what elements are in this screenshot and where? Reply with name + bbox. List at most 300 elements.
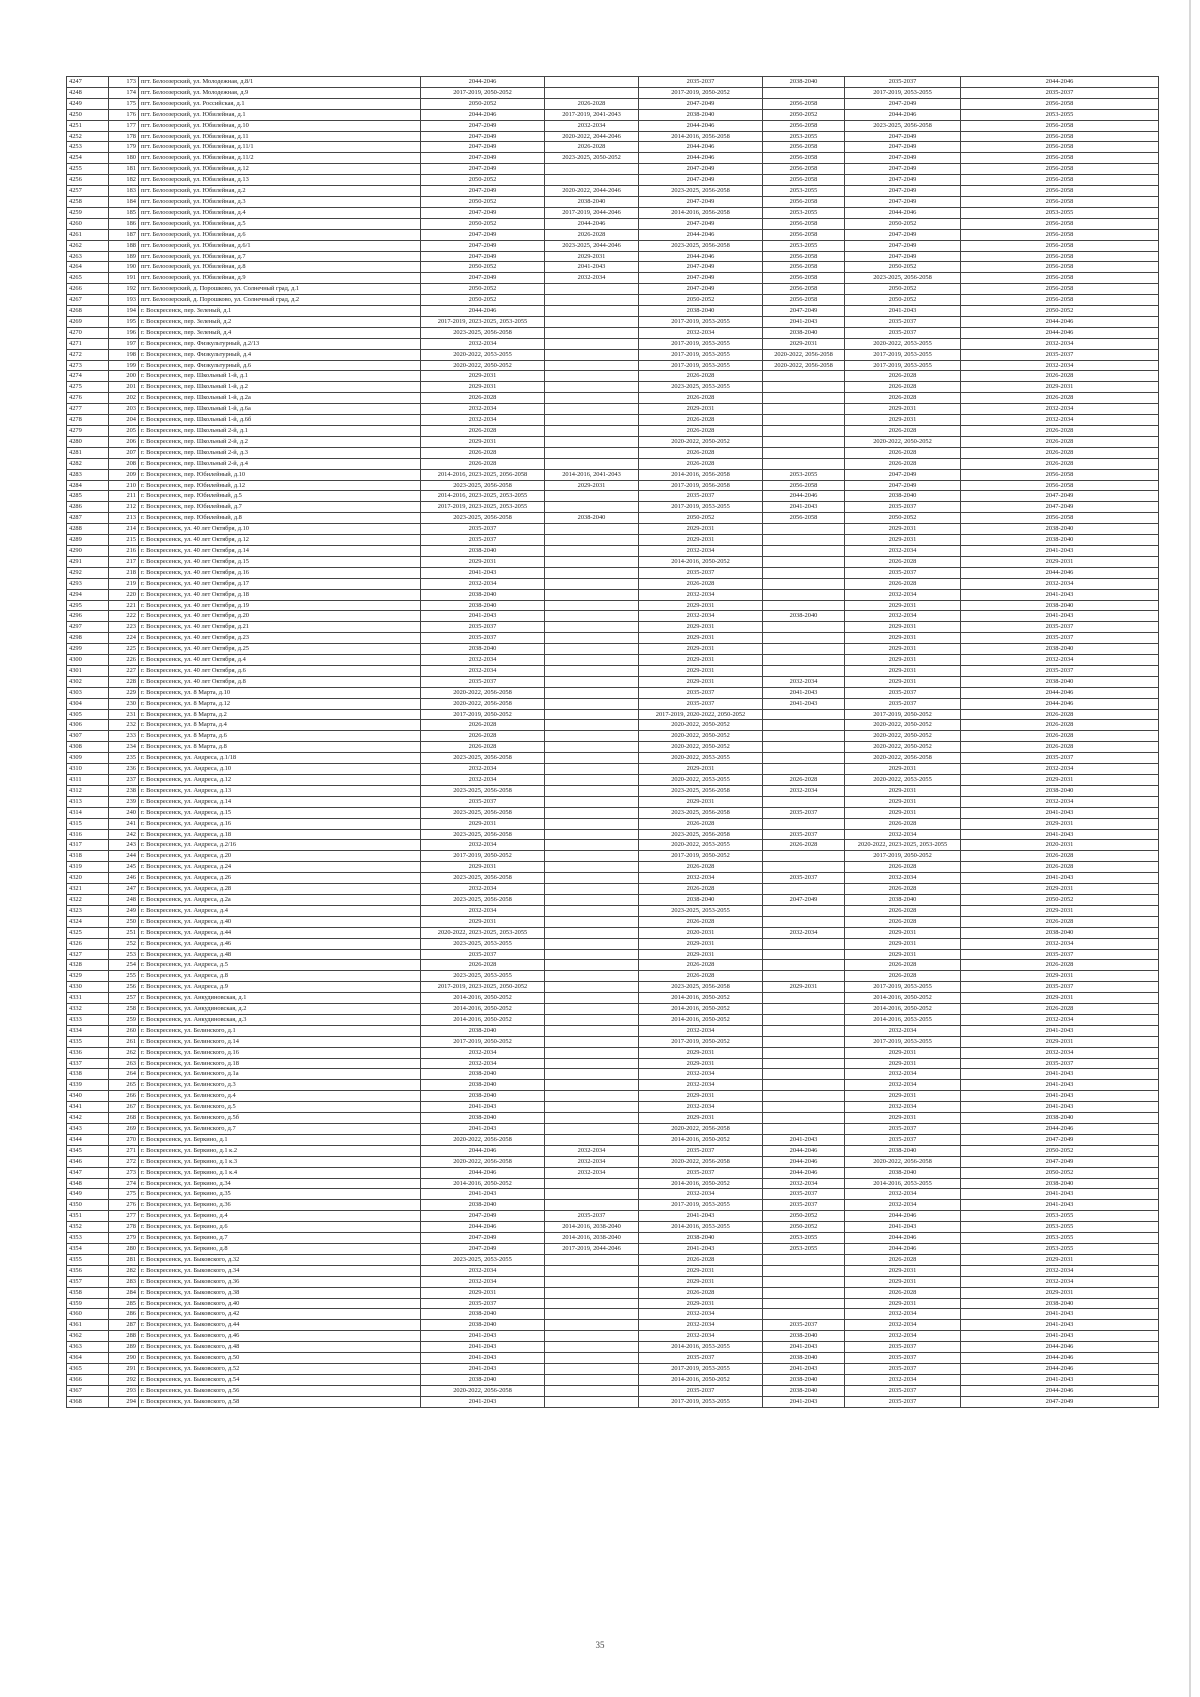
- period-1-cell: 2017-2019, 2023-2025, 2050-2052: [421, 982, 545, 993]
- row-number-cell: 226: [109, 655, 139, 666]
- row-id-cell: 4367: [67, 1385, 109, 1396]
- period-4-cell: 2056-2058: [763, 120, 845, 131]
- row-number-cell: 234: [109, 742, 139, 753]
- row-number-cell: 214: [109, 524, 139, 535]
- period-5-cell: 2044-2046: [845, 109, 961, 120]
- row-id-cell: 4256: [67, 175, 109, 186]
- period-2-cell: [545, 622, 639, 633]
- period-6-cell: 2056-2058: [961, 251, 1159, 262]
- row-id-cell: 4310: [67, 764, 109, 775]
- table-row: [67, 720, 1159, 731]
- period-3-cell: 2029-2031: [639, 644, 763, 655]
- period-5-cell: 2020-2022, 2023-2025, 2053-2055: [845, 840, 961, 851]
- period-6-cell: 2032-2034: [961, 764, 1159, 775]
- row-number-cell: 223: [109, 622, 139, 633]
- address-cell: пгт. Белоозерский, ул. Юбилейная, д.11/1: [139, 142, 421, 153]
- period-5-cell: 2047-2049: [845, 142, 961, 153]
- row-id-cell: 4331: [67, 993, 109, 1004]
- period-2-cell: 2029-2031: [545, 480, 639, 491]
- period-5-cell: 2029-2031: [845, 665, 961, 676]
- period-4-cell: [763, 1069, 845, 1080]
- row-number-cell: 285: [109, 1298, 139, 1309]
- period-3-cell: 2035-2037: [639, 77, 763, 88]
- row-id-cell: 4347: [67, 1167, 109, 1178]
- address-cell: г. Воскресенск, ул. 40 лет Октября, д.14: [139, 545, 421, 556]
- period-4-cell: [763, 938, 845, 949]
- row-id-cell: 4351: [67, 1211, 109, 1222]
- row-number-cell: 288: [109, 1331, 139, 1342]
- row-number-cell: 287: [109, 1320, 139, 1331]
- period-4-cell: 2038-2040: [763, 1374, 845, 1385]
- period-4-cell: 2047-2049: [763, 306, 845, 317]
- period-5-cell: 2047-2049: [845, 186, 961, 197]
- period-3-cell: 2047-2049: [639, 218, 763, 229]
- period-4-cell: [763, 753, 845, 764]
- period-5-cell: 2017-2019, 2053-2055: [845, 1036, 961, 1047]
- period-1-cell: 2050-2052: [421, 196, 545, 207]
- period-6-cell: 2044-2046: [961, 1342, 1159, 1353]
- row-number-cell: 211: [109, 491, 139, 502]
- table-row: [67, 1004, 1159, 1015]
- address-cell: пгт. Белоозерский, д. Порошково, ул. Солнечный град, д.1: [139, 284, 421, 295]
- period-3-cell: 2026-2028: [639, 371, 763, 382]
- row-number-cell: 284: [109, 1287, 139, 1298]
- address-cell: г. Воскресенск, ул. Беркино, д.36: [139, 1200, 421, 1211]
- period-5-cell: 2020-2022, 2056-2058: [845, 753, 961, 764]
- period-3-cell: 2047-2049: [639, 98, 763, 109]
- period-4-cell: 2038-2040: [763, 611, 845, 622]
- period-2-cell: [545, 175, 639, 186]
- period-1-cell: 2026-2028: [421, 458, 545, 469]
- period-2-cell: [545, 1363, 639, 1374]
- row-id-cell: 4342: [67, 1113, 109, 1124]
- period-2-cell: [545, 1047, 639, 1058]
- table-row: [67, 1233, 1159, 1244]
- period-6-cell: 2041-2043: [961, 807, 1159, 818]
- row-number-cell: 267: [109, 1102, 139, 1113]
- period-4-cell: 2044-2046: [763, 1167, 845, 1178]
- period-2-cell: [545, 578, 639, 589]
- address-cell: г. Воскресенск, ул. Андреса, д.5: [139, 960, 421, 971]
- period-2-cell: [545, 611, 639, 622]
- period-3-cell: 2017-2019, 2050-2052: [639, 851, 763, 862]
- period-4-cell: 2029-2031: [763, 982, 845, 993]
- address-cell: пгт. Белоозерский, ул. Юбилейная, д.9: [139, 273, 421, 284]
- period-3-cell: 2035-2037: [639, 567, 763, 578]
- row-id-cell: 4268: [67, 306, 109, 317]
- period-5-cell: 2029-2031: [845, 524, 961, 535]
- period-2-cell: 2014-2016, 2038-2040: [545, 1233, 639, 1244]
- period-6-cell: 2044-2046: [961, 1353, 1159, 1364]
- row-number-cell: 270: [109, 1134, 139, 1145]
- row-id-cell: 4355: [67, 1254, 109, 1265]
- table-row: [67, 229, 1159, 240]
- table-row: [67, 1353, 1159, 1364]
- row-number-cell: 286: [109, 1309, 139, 1320]
- period-5-cell: 2029-2031: [845, 1298, 961, 1309]
- period-2-cell: [545, 633, 639, 644]
- period-2-cell: [545, 1091, 639, 1102]
- period-6-cell: 2035-2037: [961, 665, 1159, 676]
- period-1-cell: 2020-2022, 2056-2058: [421, 687, 545, 698]
- row-id-cell: 4290: [67, 545, 109, 556]
- row-number-cell: 262: [109, 1047, 139, 1058]
- table-row: [67, 1178, 1159, 1189]
- period-1-cell: 2041-2043: [421, 1331, 545, 1342]
- period-4-cell: [763, 665, 845, 676]
- table-row: [67, 120, 1159, 131]
- page-number: 35: [595, 1640, 605, 1650]
- table-row: [67, 240, 1159, 251]
- period-6-cell: 2029-2031: [961, 1287, 1159, 1298]
- period-2-cell: [545, 415, 639, 426]
- row-id-cell: 4261: [67, 229, 109, 240]
- period-2-cell: 2029-2031: [545, 251, 639, 262]
- period-1-cell: 2014-2016, 2023-2025, 2056-2058: [421, 469, 545, 480]
- row-id-cell: 4326: [67, 938, 109, 949]
- period-4-cell: 2050-2052: [763, 1211, 845, 1222]
- period-5-cell: 2047-2049: [845, 229, 961, 240]
- table-row: [67, 1156, 1159, 1167]
- period-1-cell: 2029-2031: [421, 862, 545, 873]
- period-4-cell: [763, 742, 845, 753]
- period-1-cell: 2047-2049: [421, 207, 545, 218]
- period-2-cell: [545, 338, 639, 349]
- period-2-cell: [545, 1298, 639, 1309]
- period-6-cell: 2044-2046: [961, 567, 1159, 578]
- period-2-cell: [545, 164, 639, 175]
- period-4-cell: [763, 1124, 845, 1135]
- address-cell: г. Воскресенск, пер. Школьный 2-й, д.1: [139, 426, 421, 437]
- table-row: [67, 884, 1159, 895]
- period-1-cell: 2026-2028: [421, 426, 545, 437]
- period-5-cell: 2032-2034: [845, 589, 961, 600]
- period-1-cell: 2023-2025, 2056-2058: [421, 513, 545, 524]
- period-3-cell: 2032-2034: [639, 611, 763, 622]
- period-4-cell: 2056-2058: [763, 480, 845, 491]
- row-id-cell: 4262: [67, 240, 109, 251]
- period-6-cell: 2044-2046: [961, 687, 1159, 698]
- table-row: [67, 1167, 1159, 1178]
- row-id-cell: 4302: [67, 676, 109, 687]
- address-cell: г. Воскресенск, пер. Физкультурный, д.4: [139, 349, 421, 360]
- period-1-cell: 2047-2049: [421, 1243, 545, 1254]
- period-6-cell: 2038-2040: [961, 1298, 1159, 1309]
- row-id-cell: 4263: [67, 251, 109, 262]
- row-id-cell: 4286: [67, 502, 109, 513]
- table-row: [67, 567, 1159, 578]
- period-1-cell: 2038-2040: [421, 589, 545, 600]
- table-row: [67, 1287, 1159, 1298]
- table-row: [67, 589, 1159, 600]
- period-4-cell: 2044-2046: [763, 1145, 845, 1156]
- period-1-cell: 2041-2043: [421, 1396, 545, 1407]
- address-cell: г. Воскресенск, ул. Беркино, д.35: [139, 1189, 421, 1200]
- address-cell: г. Воскресенск, пер. Школьный 2-й, д.4: [139, 458, 421, 469]
- table-row: [67, 393, 1159, 404]
- table-row: [67, 851, 1159, 862]
- period-5-cell: 2038-2040: [845, 1145, 961, 1156]
- period-5-cell: 2020-2022, 2056-2058: [845, 1156, 961, 1167]
- address-cell: г. Воскресенск, ул. Андреса, д.48: [139, 949, 421, 960]
- period-3-cell: 2026-2028: [639, 415, 763, 426]
- period-4-cell: [763, 949, 845, 960]
- table-row: [67, 164, 1159, 175]
- row-number-cell: 293: [109, 1385, 139, 1396]
- row-id-cell: 4293: [67, 578, 109, 589]
- period-4-cell: [763, 524, 845, 535]
- period-4-cell: 2035-2037: [763, 1320, 845, 1331]
- period-5-cell: 2035-2037: [845, 1124, 961, 1135]
- period-1-cell: 2023-2025, 2053-2055: [421, 1254, 545, 1265]
- period-3-cell: 2017-2019, 2053-2055: [639, 502, 763, 513]
- period-3-cell: 2029-2031: [639, 1276, 763, 1287]
- period-2-cell: [545, 1069, 639, 1080]
- period-4-cell: 2032-2034: [763, 1178, 845, 1189]
- row-id-cell: 4303: [67, 687, 109, 698]
- period-3-cell: 2044-2046: [639, 120, 763, 131]
- address-cell: г. Воскресенск, ул. Андреса, д.2/16: [139, 840, 421, 851]
- row-number-cell: 235: [109, 753, 139, 764]
- period-1-cell: 2032-2034: [421, 415, 545, 426]
- period-1-cell: 2014-2016, 2050-2052: [421, 1014, 545, 1025]
- period-2-cell: [545, 927, 639, 938]
- row-number-cell: 275: [109, 1189, 139, 1200]
- period-1-cell: 2017-2019, 2023-2025, 2053-2055: [421, 502, 545, 513]
- period-5-cell: 2026-2028: [845, 556, 961, 567]
- row-id-cell: 4341: [67, 1102, 109, 1113]
- row-number-cell: 282: [109, 1265, 139, 1276]
- period-5-cell: 2026-2028: [845, 458, 961, 469]
- table-row: [67, 262, 1159, 273]
- period-6-cell: 2047-2049: [961, 1134, 1159, 1145]
- row-number-cell: 217: [109, 556, 139, 567]
- row-number-cell: 213: [109, 513, 139, 524]
- row-id-cell: 4362: [67, 1331, 109, 1342]
- row-number-cell: 255: [109, 971, 139, 982]
- period-6-cell: 2032-2034: [961, 404, 1159, 415]
- period-1-cell: 2050-2052: [421, 284, 545, 295]
- period-1-cell: 2026-2028: [421, 742, 545, 753]
- period-5-cell: 2050-2052: [845, 513, 961, 524]
- period-4-cell: [763, 447, 845, 458]
- period-1-cell: 2014-2016, 2050-2052: [421, 993, 545, 1004]
- row-number-cell: 202: [109, 393, 139, 404]
- address-cell: г. Воскресенск, ул. Анкудиновская, д.2: [139, 1004, 421, 1015]
- period-6-cell: 2056-2058: [961, 98, 1159, 109]
- period-2-cell: 2017-2019, 2044-2046: [545, 1243, 639, 1254]
- table-row: [67, 1047, 1159, 1058]
- period-1-cell: 2020-2022, 2050-2052: [421, 360, 545, 371]
- period-6-cell: 2041-2043: [961, 1025, 1159, 1036]
- period-1-cell: 2047-2049: [421, 120, 545, 131]
- period-1-cell: 2038-2040: [421, 1080, 545, 1091]
- period-1-cell: 2020-2022, 2056-2058: [421, 1385, 545, 1396]
- period-1-cell: 2023-2025, 2056-2058: [421, 873, 545, 884]
- period-4-cell: [763, 862, 845, 873]
- period-1-cell: 2044-2046: [421, 306, 545, 317]
- period-6-cell: 2038-2040: [961, 1178, 1159, 1189]
- period-6-cell: 2029-2031: [961, 382, 1159, 393]
- row-number-cell: 212: [109, 502, 139, 513]
- period-1-cell: 2047-2049: [421, 164, 545, 175]
- period-4-cell: [763, 458, 845, 469]
- period-4-cell: [763, 1080, 845, 1091]
- address-cell: пгт. Белоозерский, ул. Юбилейная, д.10: [139, 120, 421, 131]
- period-6-cell: 2041-2043: [961, 1200, 1159, 1211]
- row-id-cell: 4304: [67, 698, 109, 709]
- period-5-cell: 2014-2016, 2053-2055: [845, 1178, 961, 1189]
- period-1-cell: 2014-2016, 2050-2052: [421, 1178, 545, 1189]
- row-id-cell: 4359: [67, 1298, 109, 1309]
- period-6-cell: 2038-2040: [961, 785, 1159, 796]
- period-1-cell: 2032-2034: [421, 905, 545, 916]
- row-id-cell: 4358: [67, 1287, 109, 1298]
- table-row: [67, 1363, 1159, 1374]
- period-5-cell: 2032-2034: [845, 1080, 961, 1091]
- period-4-cell: [763, 644, 845, 655]
- period-6-cell: 2035-2037: [961, 87, 1159, 98]
- row-number-cell: 256: [109, 982, 139, 993]
- row-number-cell: 216: [109, 545, 139, 556]
- period-6-cell: 2029-2031: [961, 556, 1159, 567]
- period-6-cell: 2041-2043: [961, 611, 1159, 622]
- address-cell: г. Воскресенск, пер. Школьный 2-й, д.2: [139, 436, 421, 447]
- table-row: [67, 1298, 1159, 1309]
- table-row: [67, 196, 1159, 207]
- period-1-cell: 2041-2043: [421, 1102, 545, 1113]
- period-1-cell: 2023-2025, 2056-2058: [421, 327, 545, 338]
- period-6-cell: 2026-2028: [961, 720, 1159, 731]
- period-4-cell: [763, 1254, 845, 1265]
- period-5-cell: 2029-2031: [845, 785, 961, 796]
- table-row: [67, 938, 1159, 949]
- table-row: [67, 775, 1159, 786]
- period-2-cell: [545, 556, 639, 567]
- period-3-cell: 2032-2034: [639, 1102, 763, 1113]
- period-2-cell: [545, 306, 639, 317]
- period-4-cell: 2053-2055: [763, 1233, 845, 1244]
- period-3-cell: 2017-2019, 2053-2055: [639, 349, 763, 360]
- period-5-cell: 2035-2037: [845, 1396, 961, 1407]
- period-5-cell: 2026-2028: [845, 371, 961, 382]
- address-cell: г. Воскресенск, ул. Быковского, д.34: [139, 1265, 421, 1276]
- table-row: [67, 982, 1159, 993]
- period-5-cell: 2035-2037: [845, 327, 961, 338]
- row-id-cell: 4319: [67, 862, 109, 873]
- row-id-cell: 4365: [67, 1363, 109, 1374]
- period-2-cell: [545, 1374, 639, 1385]
- address-cell: пгт. Белоозерский, ул. Юбилейная, д.2: [139, 186, 421, 197]
- address-cell: г. Воскресенск, ул. Быковского, д.56: [139, 1385, 421, 1396]
- period-2-cell: [545, 655, 639, 666]
- period-2-cell: [545, 77, 639, 88]
- table-row: [67, 971, 1159, 982]
- period-3-cell: 2026-2028: [639, 426, 763, 437]
- period-3-cell: 2020-2022, 2056-2058: [639, 1156, 763, 1167]
- table-row: [67, 742, 1159, 753]
- period-5-cell: 2026-2028: [845, 971, 961, 982]
- table-row: [67, 175, 1159, 186]
- period-2-cell: [545, 764, 639, 775]
- period-2-cell: [545, 840, 639, 851]
- period-6-cell: 2029-2031: [961, 993, 1159, 1004]
- period-1-cell: 2023-2025, 2053-2055: [421, 938, 545, 949]
- period-1-cell: 2032-2034: [421, 775, 545, 786]
- period-1-cell: 2047-2049: [421, 251, 545, 262]
- period-3-cell: 2029-2031: [639, 655, 763, 666]
- period-4-cell: 2035-2037: [763, 873, 845, 884]
- table-row: [67, 1124, 1159, 1135]
- period-5-cell: 2029-2031: [845, 633, 961, 644]
- period-6-cell: 2026-2028: [961, 709, 1159, 720]
- period-2-cell: [545, 1342, 639, 1353]
- row-number-cell: 225: [109, 644, 139, 655]
- address-cell: г. Воскресенск, ул. Белинского, д.7: [139, 1124, 421, 1135]
- period-1-cell: 2047-2049: [421, 153, 545, 164]
- table-row: [67, 306, 1159, 317]
- row-number-cell: 173: [109, 77, 139, 88]
- period-3-cell: 2032-2034: [639, 1189, 763, 1200]
- row-number-cell: 241: [109, 818, 139, 829]
- period-4-cell: 2035-2037: [763, 1200, 845, 1211]
- period-6-cell: 2035-2037: [961, 753, 1159, 764]
- period-4-cell: 2056-2058: [763, 251, 845, 262]
- address-cell: г. Воскресенск, пер. Школьный 1-й, д.6б: [139, 415, 421, 426]
- table-row: [67, 1080, 1159, 1091]
- register-table-body: [67, 77, 1159, 1408]
- period-6-cell: 2044-2046: [961, 1363, 1159, 1374]
- address-cell: г. Воскресенск, ул. 40 лет Октября, д.12: [139, 535, 421, 546]
- period-6-cell: 2053-2055: [961, 109, 1159, 120]
- row-number-cell: 230: [109, 698, 139, 709]
- period-1-cell: 2035-2037: [421, 949, 545, 960]
- period-2-cell: [545, 971, 639, 982]
- table-row: [67, 360, 1159, 371]
- address-cell: г. Воскресенск, ул. Андреса, д.46: [139, 938, 421, 949]
- period-3-cell: 2044-2046: [639, 153, 763, 164]
- address-cell: г. Воскресенск, ул. Андреса, д.26: [139, 873, 421, 884]
- period-3-cell: 2026-2028: [639, 1254, 763, 1265]
- period-5-cell: 2026-2028: [845, 426, 961, 437]
- period-2-cell: [545, 709, 639, 720]
- address-cell: г. Воскресенск, ул. Анкудиновская, д.3: [139, 1014, 421, 1025]
- period-6-cell: 2047-2049: [961, 1396, 1159, 1407]
- address-cell: пгт. Белоозерский, ул. Российская, д.1: [139, 98, 421, 109]
- period-6-cell: 2035-2037: [961, 633, 1159, 644]
- row-id-cell: 4348: [67, 1178, 109, 1189]
- row-id-cell: 4274: [67, 371, 109, 382]
- table-row: [67, 1342, 1159, 1353]
- address-cell: г. Воскресенск, ул. 8 Марта, д.6: [139, 731, 421, 742]
- period-3-cell: 2038-2040: [639, 894, 763, 905]
- address-cell: г. Воскресенск, ул. 8 Марта, д.8: [139, 742, 421, 753]
- period-6-cell: 2035-2037: [961, 949, 1159, 960]
- row-id-cell: 4306: [67, 720, 109, 731]
- period-2-cell: [545, 1331, 639, 1342]
- row-number-cell: 279: [109, 1233, 139, 1244]
- row-number-cell: 205: [109, 426, 139, 437]
- row-id-cell: 4339: [67, 1080, 109, 1091]
- period-2-cell: 2017-2019, 2044-2046: [545, 207, 639, 218]
- row-id-cell: 4333: [67, 1014, 109, 1025]
- period-5-cell: 2032-2034: [845, 829, 961, 840]
- row-id-cell: 4305: [67, 709, 109, 720]
- period-3-cell: 2023-2025, 2056-2058: [639, 186, 763, 197]
- period-5-cell: 2029-2031: [845, 938, 961, 949]
- period-1-cell: 2047-2049: [421, 229, 545, 240]
- address-cell: г. Воскресенск, ул. Быковского, д.36: [139, 1276, 421, 1287]
